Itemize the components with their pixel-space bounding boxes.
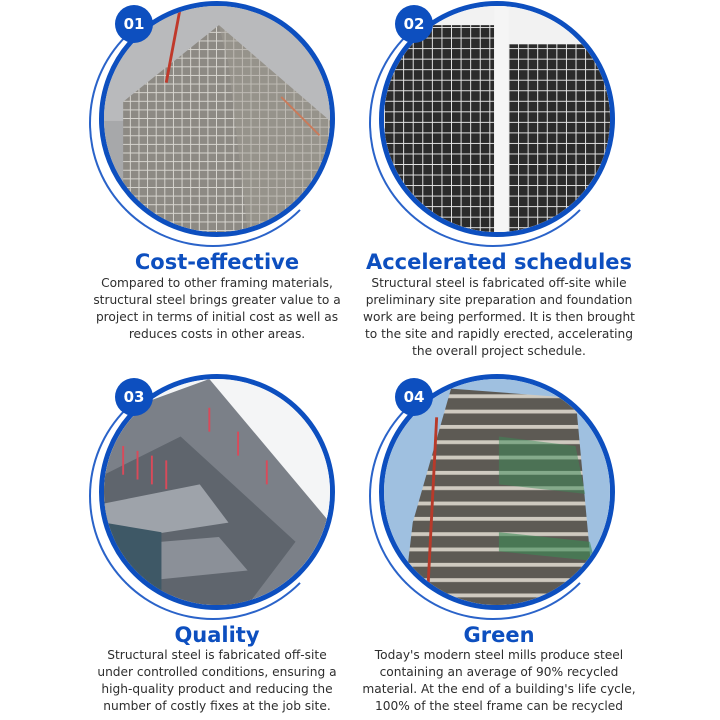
feature-description: [67, 647, 367, 715]
badge-number: 04: [395, 378, 433, 416]
feature-image-green: [379, 374, 619, 614]
description-line: work are being performed. It is then brought: [363, 310, 635, 324]
description-line: structural steel brings greater value to a: [93, 293, 341, 307]
feature-image-accelerated-schedules: [379, 1, 619, 241]
description-line: Structural steel is fabricated off-site: [107, 648, 327, 662]
description-line: high-quality product and reducing the: [101, 682, 333, 696]
feature-title: Quality: [174, 623, 260, 647]
description-line: containing an average of 90% recycled: [379, 665, 619, 679]
feature-description: [349, 275, 649, 360]
feature-title: Accelerated schedules: [365, 250, 633, 274]
feature-title: Green: [463, 623, 535, 647]
description-line: preliminary site preparation and foundation: [365, 293, 633, 307]
feature-description: [349, 647, 649, 715]
badge-number: 03: [115, 378, 153, 416]
description-line: reduces costs in other areas.: [128, 327, 306, 341]
description-line: Today's modern steel mills produce steel: [374, 648, 624, 662]
description-line: number of costly fixes at the job site.: [103, 699, 331, 713]
description-line: under controlled conditions, ensuring a: [97, 665, 337, 679]
description-line: project in terms of initial cost as well as: [95, 310, 339, 324]
badge-number: 02: [395, 5, 433, 43]
feature-image-cost-effective: [99, 1, 339, 241]
description-line: to the site and rapidly erected, accelerating: [364, 327, 634, 341]
feature-description: [67, 275, 367, 343]
description-line: Compared to other framing materials,: [101, 276, 333, 290]
description-line: 100% of the steel frame can be recycled: [375, 699, 623, 713]
description-line: material. At the end of a building's life cycle,: [362, 682, 636, 696]
feature-title: Cost-effective: [134, 250, 300, 274]
badge-number: 01: [115, 5, 153, 43]
feature-image-quality: [99, 374, 339, 614]
description-line: Structural steel is fabricated off-site while: [371, 276, 627, 290]
description-line: the overall project schedule.: [412, 344, 586, 358]
